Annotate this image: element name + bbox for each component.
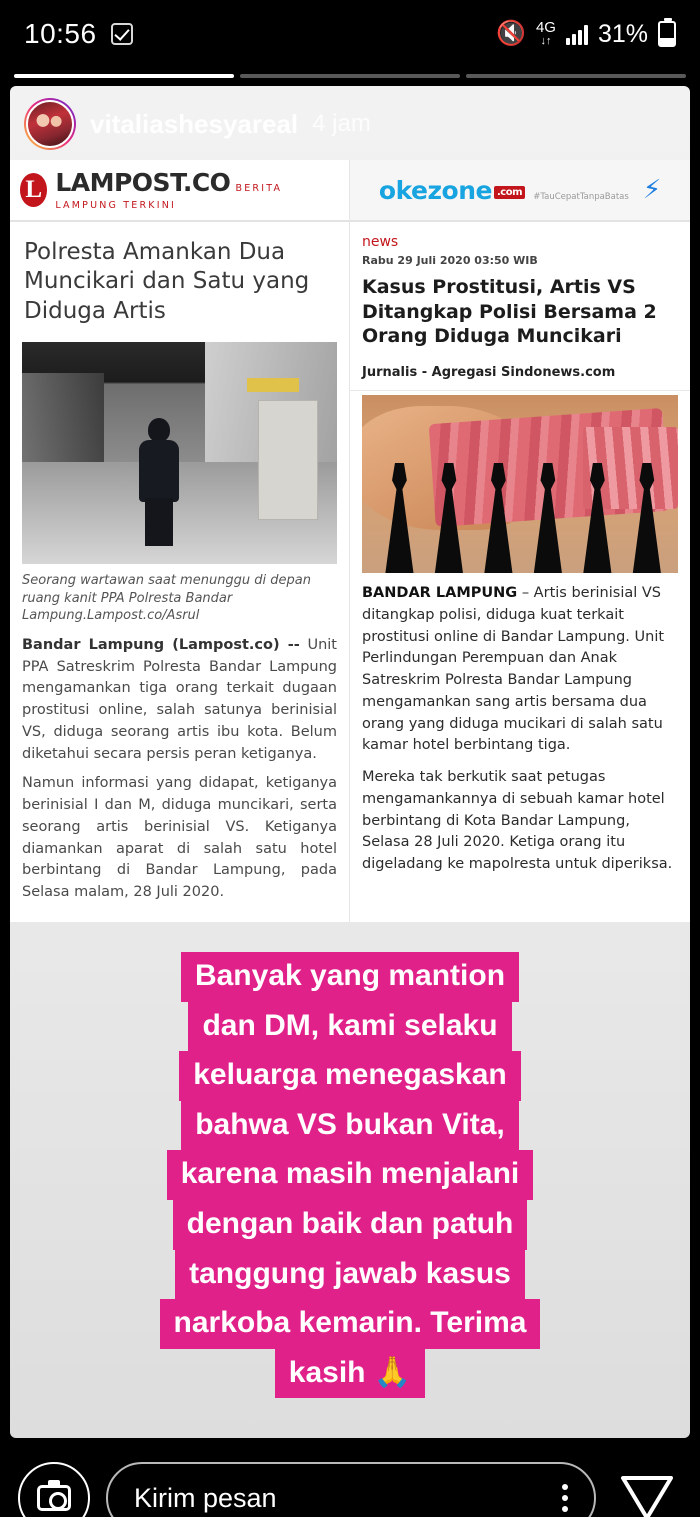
story-content[interactable]: [10, 86, 690, 1438]
caption-line: kasih 🙏: [275, 1349, 425, 1399]
message-input[interactable]: [106, 1462, 596, 1517]
okezone-tagline: #TauCepatTanpaBatas: [533, 191, 629, 202]
story-timestamp: 4 jam: [312, 110, 371, 137]
right-kicker: news: [362, 234, 399, 250]
avatar[interactable]: [24, 98, 76, 150]
caption-line: Banyak yang mantion: [181, 952, 519, 1002]
left-paragraph-2: Namun informasi yang didapat, ketiganya berinisial I dan M, diduga muncikari, serta seorang artis berinisial VS. Ketiganya diamankan aparat di salah satu hotel berbintang di Bandar Lampung, pada Selasa malam, 28 Juli 2020.: [22, 775, 337, 901]
progress-segment: [240, 74, 460, 78]
caption-line: karena masih menjalani: [167, 1150, 534, 1200]
right-headline: Kasus Prostitusi, Artis VS Ditangkap Polisi Bersama 2 Orang Diduga Muncikari: [362, 276, 657, 348]
okezone-com-badge: .com: [494, 186, 525, 199]
right-body: [350, 583, 690, 876]
caption-line: bahwa VS bukan Vita,: [181, 1101, 519, 1151]
lampost-tagline: BERITA LAMPUNG TERKINI: [55, 182, 283, 211]
story-header[interactable]: [10, 86, 690, 160]
okezone-brand-bar: [350, 160, 690, 222]
status-bar: [0, 0, 700, 68]
corridor-photo: [22, 342, 337, 564]
left-headline: Polresta Amankan Dua Muncikari dan Satu yang Diduga Artis: [24, 239, 310, 324]
send-icon: [619, 1472, 675, 1517]
task-check-icon: [111, 23, 133, 45]
camera-button[interactable]: [18, 1462, 90, 1517]
left-lead-bold: Bandar Lampung (Lampost.co) --: [22, 636, 300, 653]
news-screenshot: [10, 160, 690, 922]
right-lead-bold: BANDAR LAMPUNG: [362, 585, 518, 602]
article-left: [10, 160, 350, 922]
story-username[interactable]: vitaliashesyareal: [90, 108, 299, 139]
right-byline: Jurnalis - Agregasi Sindonews.com: [350, 359, 690, 391]
battery-percent: 31%: [597, 19, 648, 48]
left-photo-caption: Seorang wartawan saat menunggu di depan ruang kanit PPA Polresta Bandar Lampung.Lampost.co/Asrul: [22, 573, 312, 624]
money-photo: [362, 395, 678, 573]
left-body: [10, 635, 349, 904]
send-button[interactable]: [612, 1472, 682, 1517]
story-progress-bar: [0, 68, 700, 78]
more-vertical-icon[interactable]: [562, 1484, 568, 1512]
progress-segment: [466, 74, 686, 78]
caption-line: keluarga menegaskan: [179, 1051, 521, 1101]
status-time: 10:56: [24, 18, 97, 49]
lampost-logo-icon: L: [20, 173, 47, 207]
battery-icon: [658, 21, 676, 47]
network-type-icon: 4G ↓↑: [535, 19, 556, 48]
lampost-brand-bar: [10, 160, 349, 222]
caption-line: tanggung jawab kasus: [175, 1250, 525, 1300]
right-paragraph-2: Mereka tak berkutik saat petugas mengamankannya di sebuah kamar hotel berbintang di Kota Bandar Lampung, Selasa 28 Juli 2020. Ketiga orang itu digeladang ke mapolresta untuk diperiksa.: [362, 769, 673, 873]
signal-bars-icon: [566, 23, 588, 45]
lightning-icon: ⚡: [642, 175, 662, 205]
story-action-bar: [0, 1438, 700, 1517]
okezone-brand-name: okezone .com: [379, 176, 533, 205]
article-right: [350, 160, 690, 922]
lampost-brand-name: LAMPOST.CO: [55, 167, 231, 197]
caption-line: dan DM, kami selaku: [188, 1002, 511, 1052]
story-viewer[interactable]: [0, 68, 700, 1438]
progress-segment: [14, 74, 234, 78]
message-placeholder: Kirim pesan: [134, 1482, 277, 1513]
caption-line: narkoba kemarin. Terima: [160, 1299, 541, 1349]
right-paragraph-1: – Artis berinisial VS ditangkap polisi, diduga kuat terkait prostitusi online di Bandar Lampung. Unit Perlindungan Perempuan dan Anak Satreskrim Polresta Bandar Lampung mengamankan sang artis bersama dua orang yang diduga mucikari di salah satu kamar hotel berbintang tiga.: [362, 585, 665, 754]
camera-icon: [37, 1485, 71, 1511]
story-caption: [10, 922, 690, 1438]
caption-line: dengan baik dan patuh: [173, 1200, 528, 1250]
mute-icon: 🔇: [496, 20, 526, 47]
status-indicators: [496, 20, 676, 49]
avatar-image: [26, 100, 74, 148]
left-paragraph-1: Unit PPA Satreskrim Polresta Bandar Lampung mengamankan tiga orang terkait dugaan prostitusi online, salah satunya berinisial VS, diduga seorang artis ibu kota. Belum diketahui secara persis peran ketiganya.: [22, 636, 337, 762]
right-timestamp: Rabu 29 Juli 2020 03:50 WIB: [362, 254, 538, 267]
